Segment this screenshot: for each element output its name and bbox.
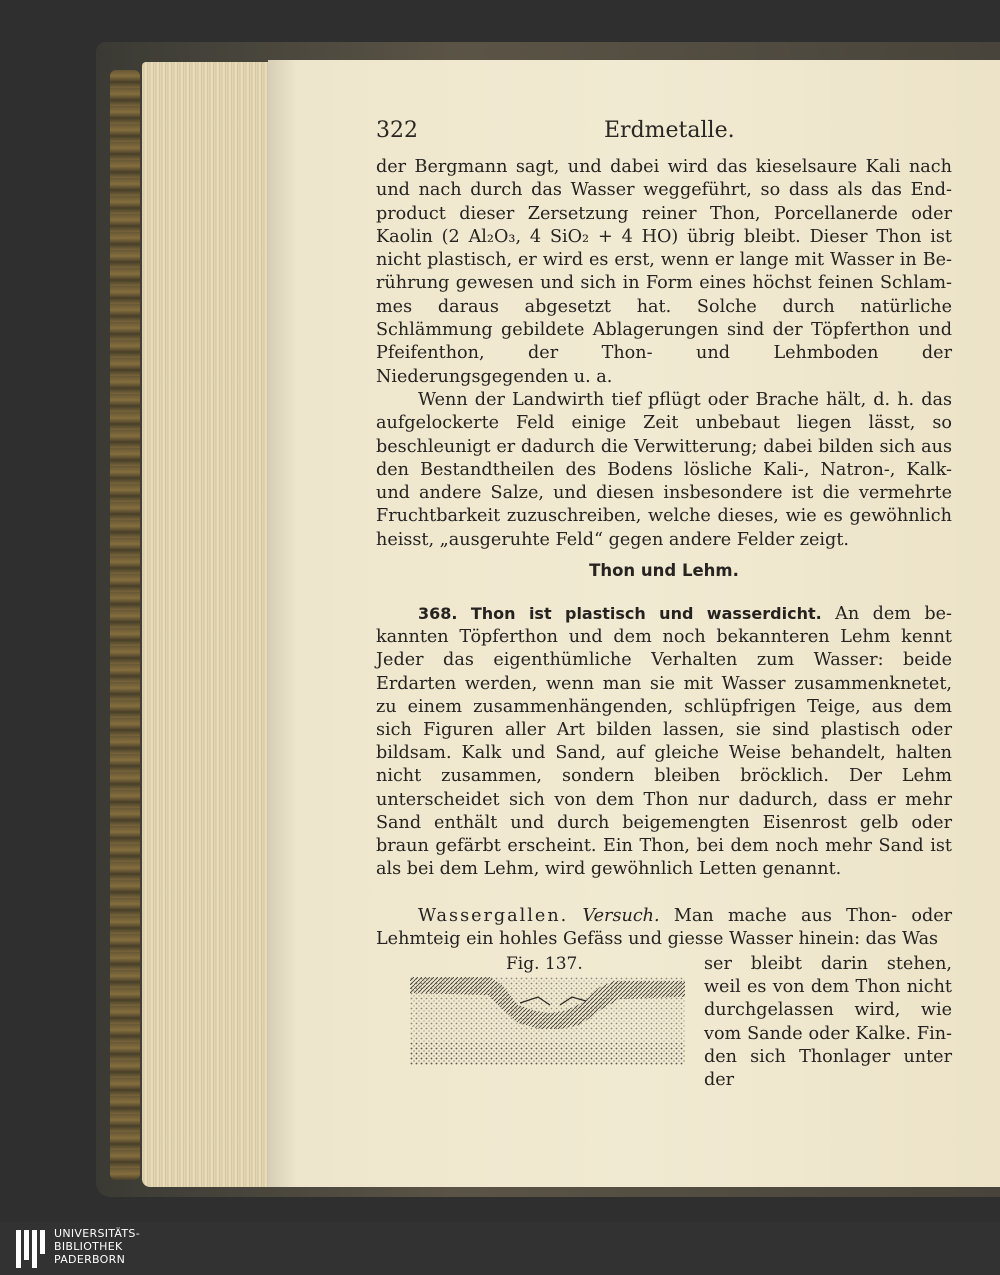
library-name-line3: PADERBORN: [54, 1253, 126, 1266]
section-368: [376, 602, 952, 881]
soil-cross-section-illustration: [410, 977, 685, 1065]
library-logo-icon: [16, 1230, 46, 1268]
section-heading: 368. Thon ist plastisch und wasserdicht.: [418, 604, 822, 623]
body-text-top: [376, 156, 952, 552]
section-title: Thon und Lehm.: [589, 561, 739, 580]
footer-bar: [0, 1222, 1000, 1275]
page-number: 322: [376, 118, 418, 143]
figure-caption: Fig. 137.: [506, 954, 583, 974]
page-header: [376, 118, 952, 152]
wassergallen-text: Man mache aus Thon- oder Lehmteig ein hohles Gefäss und giesse Wasser hinein: das Was: [376, 906, 953, 950]
book-spine: [110, 70, 140, 1180]
wassergallen-column-text: ser bleibt darin stehen, weil es von dem Thon nicht durchgelassen wird, wie vom Sande oder Kalke. Finden sich Thonlager unter der: [704, 954, 952, 1091]
wassergallen-column: [704, 953, 952, 1092]
library-name-line1: UNIVERSITÄTS-: [54, 1227, 140, 1240]
paragraph-1: der Bergmann sagt, und dabei wird das kieselsaure Kali nach und nach durch das Wasser weggeführt, so dass als das Endproduct dieser Zersetzung reiner Thon, Porcellanerde oder Kaolin (2 Al₂O₃, 4 SiO₂ + 4 HO) übrig bleibt. Dieser Thon ist nicht plastisch, er wird es erst, wenn er lange mit Wasser in Berührung gewesen und sich in Form eines höchst feinen Schlammes daraus abgesetzt hat. Solche durch natürliche Schlämmung gebildete Ablagerungen sind der Töpferthon und Pfeifenthon, der Thon- und Lehmboden der Niederungsgegenden u. a.: [376, 157, 952, 387]
section-text: An dem bekannten Töpferthon und dem noch bekannteren Lehm kennt Jeder das eigenthümliche Verhalten zum Wasser: beide Erdarten werden, wenn man sie mit Wasser zusammenknetet, zu einem zusammenhängenden, schlüpfrigen Teige, aus dem sich Figuren aller Art bilden lassen, sie sind plastisch oder bildsam. Kalk und Sand, auf gleiche Weise behandelt, halten nicht zusammen, sondern bleiben bröcklich. Der Lehm unterscheidet sich von dem Thon nur dadurch, dass er mehr Sand enthält und durch beigemengten Eisenrost gelb oder braun gefärbt erscheint. Ein Thon, bei dem noch mehr Sand ist als bei dem Lehm, wird gewöhnlich Letten genannt.: [376, 604, 952, 880]
versuch-label: Versuch.: [582, 906, 660, 926]
running-title: Erdmetalle.: [604, 118, 735, 143]
wassergallen-lead: Wassergallen.: [418, 906, 569, 926]
library-name: [54, 1227, 140, 1266]
wassergallen-paragraph: [376, 905, 952, 951]
page-edges: [142, 62, 272, 1187]
library-name-line2: BIBLIOTHEK: [54, 1240, 123, 1253]
section-paragraph: [376, 602, 952, 881]
wassergallen-lead-line: [376, 905, 952, 951]
paragraph-2: Wenn der Landwirth tief pflügt oder Brache hält, d. h. das aufgelockerte Feld einige Zeit unbebaut liegen lässt, so beschleunigt er dadurch die Verwitterung; dabei bilden sich aus den Bestandtheilen des Bodens lösliche Kali-, Natron-, Kalk- und andere Salze, und diesen insbesondere ist die vermehrte Fruchtbarkeit zuzuschreiben, welche dieses, wie es gewöhnlich heisst, „ausgeruhte Feld“ gegen andere Felder zeigt.: [376, 389, 952, 550]
